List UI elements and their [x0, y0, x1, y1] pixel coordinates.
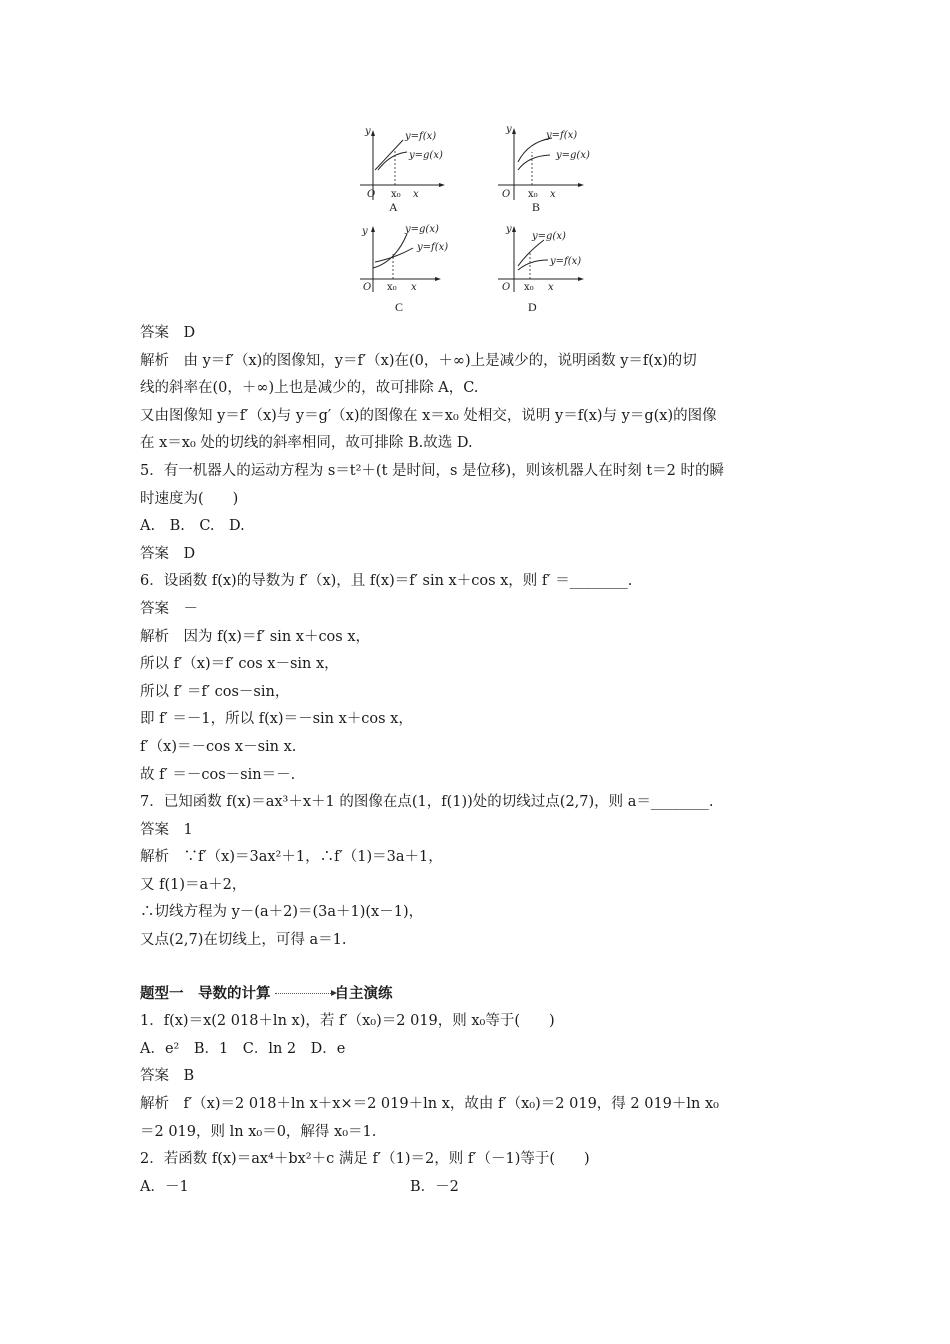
x-axis-label: x	[411, 282, 417, 293]
graph-d	[490, 222, 610, 317]
graph-d-svg	[490, 222, 610, 317]
g-curve-label: y=g(x)	[405, 224, 439, 235]
graph-c	[345, 222, 465, 317]
section-title: 题型一 导数的计算	[140, 985, 271, 1002]
text-line: 答案 B	[140, 1068, 195, 1085]
text-line: 解析 由 y＝f′（x)的图像知，y＝f′（x)在(0，＋∞)上是减少的，说明函数 y＝f(x)的切	[140, 352, 697, 369]
text-line: 又由图像知 y＝f′（x)与 y＝g′（x)的图像在 x＝x₀ 处相交，说明 y＝f(x)与 y＝g(x)的图像	[140, 407, 717, 424]
arrow-right-icon	[275, 993, 333, 994]
text-line: 6．设函数 f(x)的导数为 f′（x)，且 f(x)＝f′ sin x＋cos x，则 f′ ＝________.	[140, 573, 633, 590]
x-axis-label: x	[548, 282, 554, 293]
option-label-a: A	[389, 200, 398, 214]
option-label-d: D	[528, 300, 537, 314]
text-line: 5．有一机器人的运动方程为 s＝t²＋(t 是时间，s 是位移)，则该机器人在时刻 t＝2 时的瞬	[140, 462, 724, 479]
origin-label: O	[367, 189, 376, 200]
x0-label: x₀	[387, 282, 397, 293]
x-axis-label: x	[550, 189, 556, 200]
graph-b-svg	[490, 122, 610, 217]
text-line: 即 f′ ＝－1，所以 f(x)＝－sin x＋cos x，	[140, 711, 413, 728]
option-label-b: B	[532, 200, 541, 214]
text-line: 在 x＝x₀ 处的切线的斜率相同，故可排除 B.故选 D.	[140, 435, 473, 452]
text-line: 7．已知函数 f(x)＝ax³＋x＋1 的图像在点(1，f(1))处的切线过点(2,7)，则 a＝________.	[140, 794, 714, 811]
text-line: A. B. C. D.	[140, 518, 245, 535]
f-curve-label: y=f(x)	[405, 131, 437, 142]
x0-label: x₀	[391, 189, 401, 200]
text-line: 答案 －	[140, 600, 198, 617]
option-a: A．－1	[140, 1178, 189, 1195]
f-curve-label: y=f(x)	[546, 130, 578, 141]
y-axis-label: y	[362, 226, 368, 237]
graph-b	[490, 122, 610, 217]
x0-label: x₀	[524, 282, 534, 293]
option-label-c: C	[395, 300, 404, 314]
text-line: A．e² B．1 C．ln 2 D．e	[140, 1040, 346, 1057]
text-line: 解析 因为 f(x)＝f′ sin x＋cos x，	[140, 628, 371, 645]
text-line: 2．若函数 f(x)＝ax⁴＋bx²＋c 满足 f′（1)＝2，则 f′（－1)等于( )	[140, 1151, 590, 1168]
options-line	[140, 1174, 820, 1202]
text-line: 故 f′ ＝－cos－sin＝－.	[140, 766, 296, 783]
x-axis-label: x	[413, 189, 419, 200]
text-line: 所以 f′ ＝f′ cos－sin，	[140, 683, 290, 700]
graph-a-svg	[345, 122, 465, 217]
text-line: 又 f(1)＝a＋2，	[140, 876, 247, 893]
origin-label: O	[363, 282, 372, 293]
origin-label: O	[502, 189, 511, 200]
g-curve-label: y=g(x)	[409, 150, 443, 161]
text-line: 又点(2,7)在切线上，可得 a＝1.	[140, 932, 347, 949]
text-line: 时速度为( )	[140, 490, 239, 507]
text-line: 所以 f′（x)＝f′ cos x－sin x，	[140, 656, 339, 673]
figure-options	[345, 122, 605, 322]
text-line: 答案 D	[140, 545, 196, 562]
y-axis-label: y	[365, 126, 371, 137]
option-b: B．－2	[410, 1178, 459, 1195]
text-line: 1．f(x)＝x(2 018＋ln x)，若 f′（x₀)＝2 019，则 x₀等于( )	[140, 1013, 555, 1030]
y-axis-label: y	[506, 124, 512, 135]
graph-c-svg	[345, 222, 465, 317]
x0-label: x₀	[528, 189, 538, 200]
text-line: 答案 D	[140, 325, 196, 341]
graph-a	[345, 122, 465, 217]
section-spacer	[140, 955, 820, 981]
g-curve-label: y=g(x)	[556, 150, 590, 161]
f-curve-label: y=f(x)	[417, 242, 449, 253]
text-line: 答案 1	[140, 821, 193, 838]
text-line: 线的斜率在(0，＋∞)上也是减少的，故可排除 A，C.	[140, 380, 479, 397]
text-line: ∴切线方程为 y－(a＋2)＝(3a＋1)(x－1)，	[140, 904, 424, 921]
document-body	[140, 320, 820, 1201]
text-line: ＝2 019，则 ln x₀＝0，解得 x₀＝1.	[140, 1123, 377, 1140]
text-line: f′（x)＝－cos x－sin x.	[140, 738, 297, 755]
g-curve-label: y=g(x)	[532, 231, 566, 242]
section-heading	[140, 981, 820, 1009]
section-tag: 自主演练	[334, 985, 393, 1002]
y-axis-label: y	[506, 224, 512, 235]
text-line: 解析 ∵f′（x)＝3ax²＋1，∴f′（1)＝3a＋1，	[140, 849, 443, 866]
text-line: 解析 f′（x)＝2 018＋ln x＋x×＝2 019＋ln x，故由 f′（x₀)＝2 019，得 2 019＋ln x₀	[140, 1096, 719, 1113]
f-curve-label: y=f(x)	[550, 256, 582, 267]
origin-label: O	[502, 282, 511, 293]
